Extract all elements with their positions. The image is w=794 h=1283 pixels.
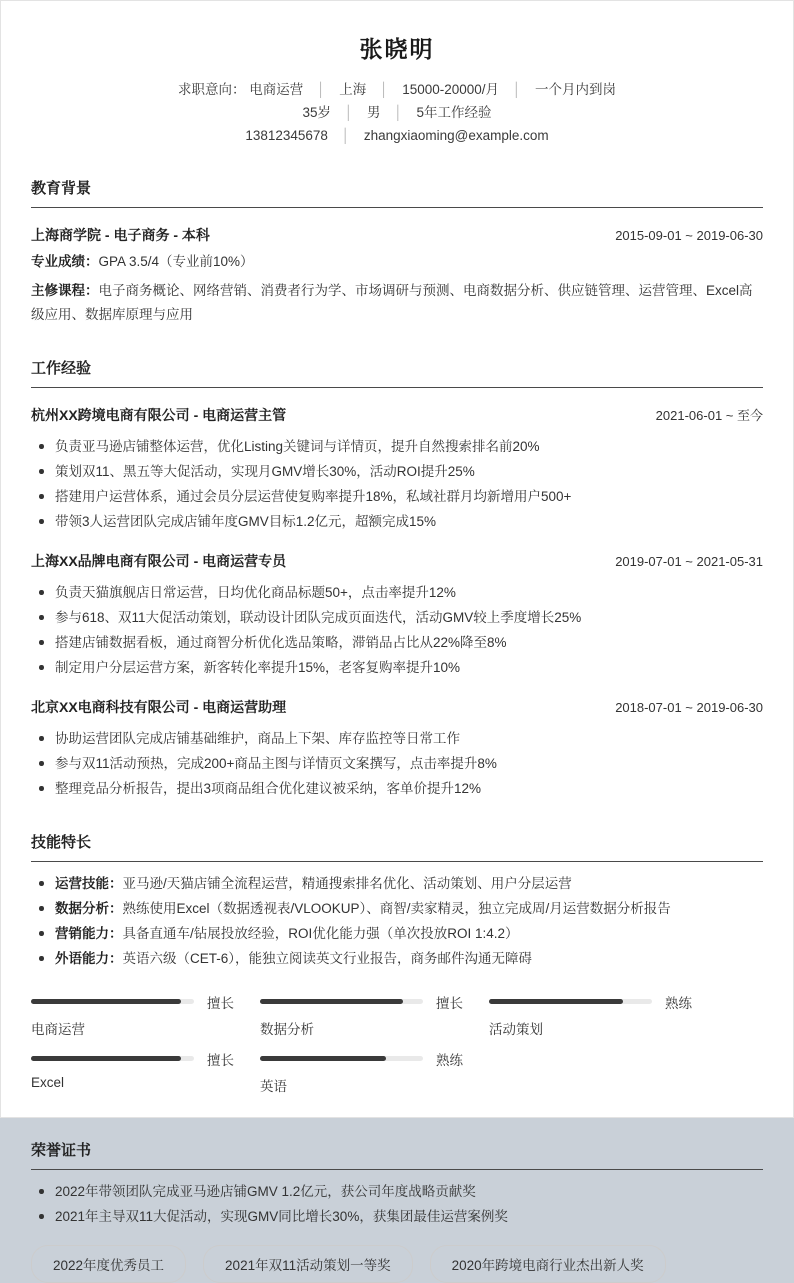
field-label: 主修课程：	[31, 283, 99, 298]
skill-label: 数据分析：	[55, 901, 123, 916]
work-entry	[31, 405, 763, 534]
bullet-item	[31, 776, 763, 801]
skill-bar-fill	[31, 999, 181, 1004]
intent-salary: 15000-20000/月	[402, 82, 500, 97]
bullet-dot	[39, 931, 44, 936]
entry-date: 2015-09-01 ~ 2019-06-30	[615, 228, 763, 243]
bullet-item	[31, 580, 763, 605]
bullet-text: 策划双11、黑五等大促活动，实现月GMV增长30%，活动ROI提升25%	[55, 464, 475, 479]
skill-item	[31, 946, 763, 971]
skill-bar-fill	[489, 999, 623, 1004]
intent-availability: 一个月内到岗	[535, 82, 616, 97]
honor-tag: 2021年双11活动策划一等奖	[203, 1245, 413, 1283]
field-text: GPA 3.5/4（专业前10%）	[98, 254, 254, 269]
intent-position: 电商运营	[249, 82, 304, 97]
bullet-dot	[39, 736, 44, 741]
bullet-item	[31, 630, 763, 655]
company-position: 上海XX品牌电商有限公司 - 电商运营专员	[31, 553, 287, 569]
bullet-text: 搭建店铺数据看板，通过商智分析优化选品策略，滞销品占比从22%降至8%	[55, 635, 507, 650]
bullet-text: 负责天猫旗舰店日常运营，日均优化商品标题50+，点击率提升12%	[55, 585, 456, 600]
work-entry	[31, 551, 763, 680]
intent-label: 求职意向：	[178, 82, 246, 97]
skill-level: 擅长	[207, 1052, 234, 1068]
phone-number: 13812345678	[245, 128, 328, 143]
education-entry-head	[31, 225, 763, 245]
bullet-dot	[39, 519, 44, 524]
field-text: 电子商务概论、网络营销、消费者行为学、市场调研与预测、电商数据分析、供应链管理、运营管理、Excel高级应用、数据库原理与应用	[31, 283, 753, 322]
section-work	[31, 357, 763, 801]
separator: │	[380, 82, 389, 97]
skill-bar-track	[489, 999, 652, 1004]
separator: │	[344, 105, 354, 120]
skill-item	[31, 871, 763, 896]
bullet-item	[31, 605, 763, 630]
work-entry	[31, 697, 763, 801]
skill-text: 亚马逊/天猫店铺全流程运营，精通搜索排名优化、活动策划、用户分层运营	[122, 876, 572, 891]
entry-date: 2019-07-01 ~ 2021-05-31	[615, 554, 763, 569]
skill-level: 熟练	[665, 995, 692, 1011]
section-title: 荣誉证书	[31, 1139, 763, 1170]
skill-name: 英语	[260, 1079, 287, 1094]
bullet-text: 参与双11活动预热，完成200+商品主图与详情页文案撰写，点击率提升8%	[55, 756, 497, 771]
bullet-item	[31, 459, 763, 484]
bullet-item	[31, 509, 763, 534]
skill-level: 熟练	[436, 1052, 463, 1068]
skill-label: 外语能力：	[55, 951, 123, 966]
contact-line	[31, 124, 763, 147]
section-education	[31, 177, 763, 327]
separator: │	[394, 105, 403, 120]
work-entry-head	[31, 405, 763, 425]
courses-row	[31, 279, 763, 327]
work-bullet-list	[31, 726, 763, 801]
bullet-item	[31, 1204, 763, 1229]
separator: │	[512, 82, 522, 97]
bullet-dot	[39, 761, 44, 766]
bullet-dot	[39, 906, 44, 911]
bullet-item	[31, 434, 763, 459]
job-intent-line	[31, 78, 763, 101]
skill-name: Excel	[31, 1075, 65, 1090]
separator: │	[341, 128, 351, 143]
bullet-dot	[39, 786, 44, 791]
skill-text: 熟练使用Excel（数据透视表/VLOOKUP）、商智/卖家精灵，独立完成周/月运营数据分析报告	[122, 901, 671, 916]
skill-label: 营销能力：	[55, 926, 123, 941]
experience-years: 5年工作经验	[416, 105, 492, 120]
bullet-text: 搭建用户运营体系，通过会员分层运营使复购率提升18%，私域社群月均新增用户500+	[55, 489, 572, 504]
skill-bar-track	[31, 1056, 194, 1061]
section-title: 教育背景	[31, 177, 763, 208]
bullet-dot	[39, 615, 44, 620]
bullet-dot	[39, 956, 44, 961]
bullet-dot	[39, 665, 44, 670]
skill-bar-cell	[31, 995, 248, 1038]
bullet-text: 2021年主导双11大促活动，实现GMV同比增长30%，获集团最佳运营案例奖	[55, 1209, 508, 1224]
skill-bar-cell	[31, 1052, 248, 1095]
company-position: 杭州XX跨境电商有限公司 - 电商运营主管	[31, 407, 287, 423]
skill-item	[31, 921, 763, 946]
skill-bar-fill	[260, 1056, 386, 1061]
work-bullet-list	[31, 580, 763, 680]
entry-date: 2021-06-01 ~ 至今	[655, 408, 763, 423]
skill-level: 擅长	[436, 995, 463, 1011]
bullet-text: 参与618、双11大促活动策划，联动设计团队完成页面迭代，活动GMV较上季度增长25%	[55, 610, 582, 625]
bullet-text: 协助运营团队完成店铺基础维护，商品上下架、库存监控等日常工作	[55, 731, 460, 746]
gpa-row	[31, 250, 763, 274]
section-title: 技能特长	[31, 831, 763, 862]
skill-bar-cell	[260, 1052, 477, 1095]
skill-bar-row	[489, 995, 706, 1011]
bullet-dot	[39, 1214, 44, 1219]
honor-tag-list	[31, 1245, 763, 1283]
skill-bar-row	[260, 995, 477, 1011]
skills-bullet-list	[31, 871, 763, 971]
bullet-item	[31, 726, 763, 751]
skill-bar-cell	[260, 995, 477, 1038]
entry-date: 2018-07-01 ~ 2019-06-30	[615, 700, 763, 715]
work-entry-head	[31, 551, 763, 571]
skill-bar-track	[260, 1056, 423, 1061]
bullet-text: 制定用户分层运营方案，新客转化率提升15%，老客复购率提升10%	[55, 660, 461, 675]
skill-level: 擅长	[207, 995, 234, 1011]
work-bullet-list	[31, 434, 763, 534]
intent-city: 上海	[339, 82, 367, 97]
skill-bar-fill	[31, 1056, 181, 1061]
skill-bars	[31, 995, 763, 1109]
bullet-dot	[39, 640, 44, 645]
honor-tag: 2022年度优秀员工	[31, 1245, 186, 1283]
bullet-dot	[39, 590, 44, 595]
skill-item	[31, 896, 763, 921]
honor-tag: 2020年跨境电商行业杰出新人奖	[430, 1245, 666, 1283]
skill-bar-track	[31, 999, 194, 1004]
gender: 男	[367, 105, 381, 120]
separator: │	[317, 82, 326, 97]
skill-text: 具备直通车/钻展投放经验，ROI优化能力强（单次投放ROI 1:4.2）	[122, 926, 519, 941]
bullet-text: 负责亚马逊店铺整体运营，优化Listing关键词与详情页，提升自然搜索排名前20%	[55, 439, 540, 454]
skill-bar-row	[31, 995, 248, 1011]
skill-bar-cell	[489, 995, 706, 1038]
section-title: 工作经验	[31, 357, 763, 388]
resume-header	[31, 31, 763, 147]
candidate-name: 张晓明	[359, 36, 435, 62]
skill-name: 活动策划	[489, 1022, 543, 1037]
basic-info-line	[31, 101, 763, 124]
email-address: zhangxiaoming@example.com	[363, 128, 549, 143]
field-label: 专业成绩：	[31, 254, 99, 269]
bullet-dot	[39, 469, 44, 474]
bullet-dot	[39, 881, 44, 886]
bullet-text: 2022年带领团队完成亚马逊店铺GMV 1.2亿元，获公司年度战略贡献奖	[55, 1184, 476, 1199]
bullet-text: 带领3人运营团队完成店铺年度GMV目标1.2亿元，超额完成15%	[55, 514, 437, 529]
bullet-dot	[39, 1189, 44, 1194]
skill-text: 英语六级（CET-6），能独立阅读英文行业报告，商务邮件沟通无障碍	[122, 951, 533, 966]
skill-bar-row	[31, 1052, 248, 1068]
skill-name: 数据分析	[260, 1022, 314, 1037]
bullet-item	[31, 751, 763, 776]
skill-name: 电商运营	[31, 1022, 85, 1037]
bullet-dot	[39, 494, 44, 499]
skill-bar-row	[260, 1052, 477, 1068]
skill-label: 运营技能：	[55, 876, 123, 891]
bullet-dot	[39, 444, 44, 449]
honors-bullet-list	[31, 1179, 763, 1229]
skill-bar-track	[260, 999, 423, 1004]
section-skills	[31, 831, 763, 1109]
company-position: 北京XX电商科技有限公司 - 电商运营助理	[31, 699, 287, 715]
bullet-text: 整理竞品分析报告，提出3项商品组合优化建议被采纳，客单价提升12%	[55, 781, 482, 796]
skill-bar-fill	[260, 999, 403, 1004]
bullet-item	[31, 1179, 763, 1204]
work-entry-head	[31, 697, 763, 717]
school-major-degree: 上海商学院 - 电子商务 - 本科	[31, 227, 210, 243]
age: 35岁	[302, 105, 332, 120]
section-honors	[31, 1139, 763, 1283]
bullet-item	[31, 655, 763, 680]
bullet-item	[31, 484, 763, 509]
